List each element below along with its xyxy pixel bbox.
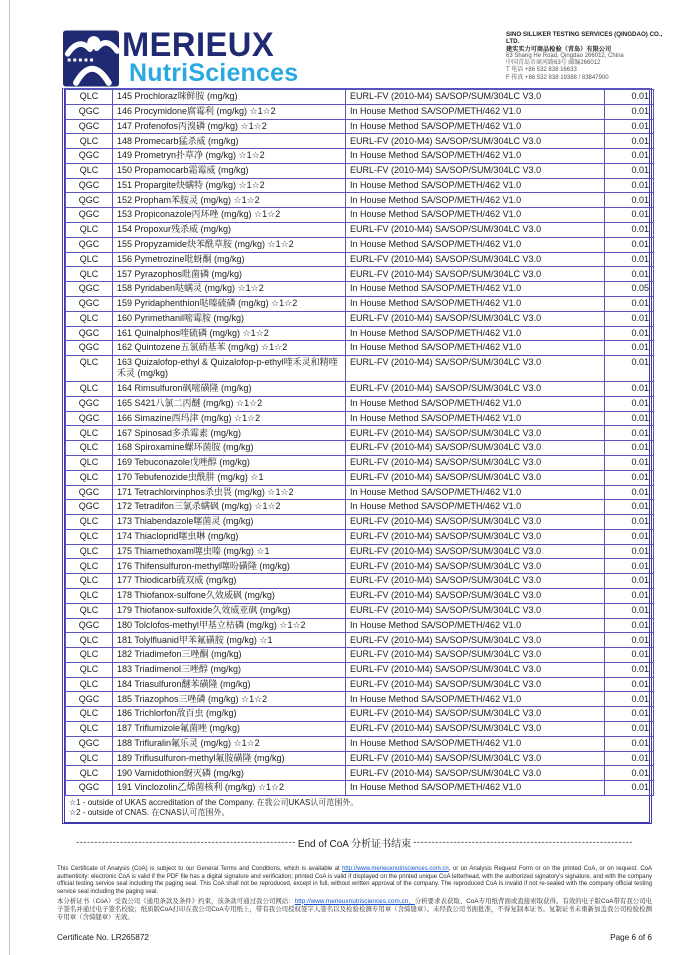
method-cell: EURL-FV (2010-M4) SA/SOP/SUM/304LC V3.0 [346, 426, 605, 441]
analyte-name-cell: 154 Propoxur残杀威 (mg/kg) [113, 223, 346, 238]
value-cell: 0.01 [605, 588, 654, 603]
scan-edge-line [9, 0, 10, 955]
value-cell: 0.01 [605, 341, 654, 356]
qc-type-cell: QLC [66, 707, 113, 722]
method-cell: EURL-FV (2010-M4) SA/SOP/SUM/304LC V3.0 [346, 574, 605, 589]
analyte-name-cell: 163 Quizalofop-ethyl & Quizalofop-p-ethyl喹禾灵和精喹禾灵 (mg/kg) [113, 356, 346, 382]
table-row [66, 90, 654, 105]
value-cell: 0.01 [605, 193, 654, 208]
footer-text-segment: This Certificate of Analysis (CoA) is subject to our General Terms and Conditions, which is available at [57, 865, 343, 872]
value-cell: 0.01 [605, 677, 654, 692]
qc-type-cell: QGC [66, 396, 113, 411]
table-row [66, 662, 654, 677]
table-row [66, 781, 654, 796]
value-cell: 0.01 [605, 163, 654, 178]
qc-type-cell: QGC [66, 296, 113, 311]
value-cell: 0.01 [605, 766, 654, 781]
method-cell: EURL-FV (2010-M4) SA/SOP/SUM/304LC V3.0 [346, 455, 605, 470]
qc-type-cell: QGC [66, 341, 113, 356]
method-cell: In House Method SA/SOP/METH/462 V1.0 [346, 618, 605, 633]
analyte-name-cell: 165 S421八氯二丙醚 (mg/kg) ☆1☆2 [113, 396, 346, 411]
analyte-name-cell: 186 Trichlorfon敌百虫 (mg/kg) [113, 707, 346, 722]
table-row [66, 559, 654, 574]
method-cell: EURL-FV (2010-M4) SA/SOP/SUM/304LC V3.0 [346, 90, 605, 105]
analyte-name-cell: 160 Pyrimethanil嘧霉胺 (mg/kg) [113, 311, 346, 326]
method-cell: EURL-FV (2010-M4) SA/SOP/SUM/304LC V3.0 [346, 134, 605, 149]
analyte-name-cell: 164 Rimsulfuron砜嘧磺隆 (mg/kg) [113, 382, 346, 397]
table-row [66, 766, 654, 781]
qc-type-cell: QLC [66, 559, 113, 574]
analyte-name-cell: 150 Propamocarb霜霉威 (mg/kg) [113, 163, 346, 178]
method-cell: In House Method SA/SOP/METH/462 V1.0 [346, 104, 605, 119]
value-cell: 0.01 [605, 134, 654, 149]
value-cell: 0.01 [605, 515, 654, 530]
company-name-en: SINO SILLIKER TESTING SERVICES (QINGDAO) CO., LTD. [506, 31, 663, 46]
value-cell: 0.01 [605, 356, 654, 382]
value-cell: 0.05 [605, 282, 654, 297]
value-cell: 0.01 [605, 252, 654, 267]
method-cell: EURL-FV (2010-M4) SA/SOP/SUM/304LC V3.0 [346, 648, 605, 663]
table-row [66, 282, 654, 297]
method-cell: EURL-FV (2010-M4) SA/SOP/SUM/304LC V3.0 [346, 470, 605, 485]
table-row [66, 223, 654, 238]
value-cell: 0.01 [605, 662, 654, 677]
table-row [66, 296, 654, 311]
table-row [66, 618, 654, 633]
value-cell: 0.01 [605, 178, 654, 193]
method-cell: In House Method SA/SOP/METH/462 V1.0 [346, 296, 605, 311]
analyte-name-cell: 174 Thiacloprid噻虫啉 (mg/kg) [113, 529, 346, 544]
method-cell: EURL-FV (2010-M4) SA/SOP/SUM/304LC V3.0 [346, 603, 605, 618]
company-logo [63, 26, 299, 87]
analyte-name-cell: 157 Pyrazophos吡菌磷 (mg/kg) [113, 267, 346, 282]
method-cell: In House Method SA/SOP/METH/462 V1.0 [346, 341, 605, 356]
table-row [66, 470, 654, 485]
method-cell: EURL-FV (2010-M4) SA/SOP/SUM/304LC V3.0 [346, 515, 605, 530]
logo-wordmark-merieux: MERIEUX [122, 26, 275, 64]
method-cell: In House Method SA/SOP/METH/462 V1.0 [346, 781, 605, 796]
analyte-name-cell: 159 Pyridaphenthion哒嗪硫磷 (mg/kg) ☆1☆2 [113, 296, 346, 311]
table-row [66, 588, 654, 603]
qc-type-cell: QLC [66, 529, 113, 544]
qc-type-cell: QLC [66, 515, 113, 530]
analyte-name-cell: 152 Propham苯胺灵 (mg/kg) ☆1☆2 [113, 193, 346, 208]
analyte-name-cell: 178 Thiofanox-sulfone久效威砜 (mg/kg) [113, 588, 346, 603]
value-cell: 0.01 [605, 411, 654, 426]
value-cell: 0.01 [605, 326, 654, 341]
analyte-name-cell: 167 Spinosad多杀霉素 (mg/kg) [113, 426, 346, 441]
qc-type-cell: QGC [66, 618, 113, 633]
analyte-name-cell: 170 Tebufenozide虫酰肼 (mg/kg) ☆1 [113, 470, 346, 485]
qc-type-cell: QGC [66, 282, 113, 297]
method-cell: In House Method SA/SOP/METH/462 V1.0 [346, 692, 605, 707]
page-number: Page 6 of 6 [610, 933, 652, 943]
qc-type-cell: QLC [66, 134, 113, 149]
table-row [66, 267, 654, 282]
value-cell: 0.01 [605, 311, 654, 326]
table-row [66, 104, 654, 119]
analyte-name-cell: 147 Profenofos丙溴磷 (mg/kg) ☆1☆2 [113, 119, 346, 134]
table-row [66, 529, 654, 544]
method-cell: EURL-FV (2010-M4) SA/SOP/SUM/304LC V3.0 [346, 311, 605, 326]
table-row [66, 677, 654, 692]
analyte-name-cell: 190 Vamidothion蚜灭磷 (mg/kg) [113, 766, 346, 781]
method-cell: In House Method SA/SOP/METH/462 V1.0 [346, 149, 605, 164]
end-of-coa-label: End of CoA 分析证书结束 [297, 838, 412, 850]
company-address-line: F 传真 +86 532 838 19388 / 83847900 [506, 74, 609, 81]
table-row [66, 341, 654, 356]
qc-type-cell: QLC [66, 223, 113, 238]
method-cell: EURL-FV (2010-M4) SA/SOP/SUM/304LC V3.0 [346, 751, 605, 766]
value-cell: 0.01 [605, 119, 654, 134]
qc-type-cell: QGC [66, 692, 113, 707]
table-row [66, 544, 654, 559]
table-row [66, 411, 654, 426]
value-cell: 0.01 [605, 648, 654, 663]
qc-type-cell: QLC [66, 588, 113, 603]
value-cell: 0.01 [605, 781, 654, 796]
method-cell: In House Method SA/SOP/METH/462 V1.0 [346, 119, 605, 134]
analyte-name-cell: 166 Simazine西玛津 (mg/kg) ☆1☆2 [113, 411, 346, 426]
method-cell: EURL-FV (2010-M4) SA/SOP/SUM/304LC V3.0 [346, 722, 605, 737]
method-cell: EURL-FV (2010-M4) SA/SOP/SUM/304LC V3.0 [346, 677, 605, 692]
value-cell: 0.01 [605, 223, 654, 238]
qc-type-cell: QGC [66, 736, 113, 751]
qc-type-cell: QGC [66, 149, 113, 164]
table-row [66, 692, 654, 707]
footnotes [65, 796, 649, 822]
table-row [66, 252, 654, 267]
method-cell: EURL-FV (2010-M4) SA/SOP/SUM/304LC V3.0 [346, 633, 605, 648]
end-of-coa-line [57, 835, 652, 850]
qc-type-cell: QLC [66, 766, 113, 781]
qc-type-cell: QLC [66, 163, 113, 178]
value-cell: 0.01 [605, 633, 654, 648]
qc-type-cell: QLC [66, 441, 113, 456]
value-cell: 0.01 [605, 441, 654, 456]
footer-text-segment: 分析要求表获取、CoA专用纸背面或直接索取获得。有效的电子版CoA带有我公司电子签名并通过电子签名校验；纸质版CoA打印在我公司CoA专用纸上，带有我公司授权签字人签名以及检验检测专用章（含骑缝章）。未经我公司书面批准，不得复制本证书。复制证书未重新加盖我公司检验检测专用章（含骑缝章）无效。 [57, 897, 653, 922]
qc-type-cell: QGC [66, 411, 113, 426]
method-cell: In House Method SA/SOP/METH/462 V1.0 [346, 237, 605, 252]
analyte-name-cell: 149 Prometryn扑草净 (mg/kg) ☆1☆2 [113, 149, 346, 164]
table-row [66, 603, 654, 618]
qc-type-cell: QGC [66, 326, 113, 341]
value-cell: 0.01 [605, 296, 654, 311]
analyte-name-cell: 179 Thiofanox-sulfoxide久效威亚砜 (mg/kg) [113, 603, 346, 618]
results-table [65, 89, 654, 796]
analyte-name-cell: 180 Tolclofos-methyl甲基立枯磷 (mg/kg) ☆1☆2 [113, 618, 346, 633]
footnote-line: ☆1 - outside of UKAS accreditation of the Company. 在我公司UKAS认可范围外。 [69, 797, 359, 807]
table-row [66, 396, 654, 411]
company-info-block [506, 31, 666, 82]
analyte-name-cell: 184 Triasulfuron醚苯磺隆 (mg/kg) [113, 677, 346, 692]
end-line-dashes-left: ------------------------------------------------------------ [75, 836, 296, 848]
table-row [66, 633, 654, 648]
value-cell: 0.01 [605, 751, 654, 766]
value-cell: 0.01 [605, 470, 654, 485]
qc-type-cell: QGC [66, 237, 113, 252]
qc-type-cell: QGC [66, 208, 113, 223]
value-cell: 0.01 [605, 208, 654, 223]
qc-type-cell: QLC [66, 426, 113, 441]
analyte-name-cell: 189 Triflusulfuron-methyl氟胺磺隆 (mg/kg) [113, 751, 346, 766]
table-row [66, 455, 654, 470]
table-row [66, 707, 654, 722]
method-cell: In House Method SA/SOP/METH/462 V1.0 [346, 411, 605, 426]
analyte-name-cell: 173 Thiabendazole噻菌灵 (mg/kg) [113, 515, 346, 530]
value-cell: 0.01 [605, 104, 654, 119]
terms-url-link[interactable]: http://www.merieuxnutrisciences.com.cn， [294, 897, 415, 905]
table-row [66, 736, 654, 751]
analyte-name-cell: 146 Procymidone腐霉利 (mg/kg) ☆1☆2 [113, 104, 346, 119]
value-cell: 0.01 [605, 722, 654, 737]
value-cell: 0.01 [605, 455, 654, 470]
qc-type-cell: QLC [66, 574, 113, 589]
method-cell: In House Method SA/SOP/METH/462 V1.0 [346, 178, 605, 193]
analyte-name-cell: 175 Thiamethoxam噻虫嗪 (mg/kg) ☆1 [113, 544, 346, 559]
table-row [66, 193, 654, 208]
table-row [66, 149, 654, 164]
method-cell: EURL-FV (2010-M4) SA/SOP/SUM/304LC V3.0 [346, 441, 605, 456]
analyte-name-cell: 181 Tolylfluanid甲苯氟磺胺 (mg/kg) ☆1 [113, 633, 346, 648]
logo-wordmark [122, 26, 299, 87]
table-row [66, 356, 654, 382]
analyte-name-cell: 182 Triadimefon三唑酮 (mg/kg) [113, 648, 346, 663]
results-table-body [66, 90, 654, 796]
analyte-name-cell: 145 Prochloraz咪鲜胺 (mg/kg) [113, 90, 346, 105]
table-row [66, 485, 654, 500]
method-cell: EURL-FV (2010-M4) SA/SOP/SUM/304LC V3.0 [346, 544, 605, 559]
method-cell: EURL-FV (2010-M4) SA/SOP/SUM/304LC V3.0 [346, 356, 605, 382]
method-cell: EURL-FV (2010-M4) SA/SOP/SUM/304LC V3.0 [346, 707, 605, 722]
table-row [66, 382, 654, 397]
method-cell: In House Method SA/SOP/METH/462 V1.0 [346, 736, 605, 751]
qc-type-cell: QLC [66, 662, 113, 677]
qc-type-cell: QGC [66, 104, 113, 119]
table-row [66, 515, 654, 530]
analyte-name-cell: 158 Pyridaben哒螨灵 (mg/kg) ☆1☆2 [113, 282, 346, 297]
qc-type-cell: QLC [66, 677, 113, 692]
qc-type-cell: QGC [66, 178, 113, 193]
table-row [66, 237, 654, 252]
qc-type-cell: QLC [66, 722, 113, 737]
analyte-name-cell: 169 Tebuconazole戊唑醇 (mg/kg) [113, 455, 346, 470]
table-row [66, 208, 654, 223]
analyte-name-cell: 187 Triflumizole氟菌唑 (mg/kg) [113, 722, 346, 737]
logo-wordmark-nutrisciences: NutriSciences [129, 59, 299, 87]
qc-type-cell: QLC [66, 603, 113, 618]
qc-type-cell: QLC [66, 648, 113, 663]
qc-type-cell: QGC [66, 119, 113, 134]
qc-type-cell: QLC [66, 633, 113, 648]
logo-person-icon [63, 30, 119, 87]
analyte-name-cell: 185 Triazophos三唑磷 (mg/kg) ☆1☆2 [113, 692, 346, 707]
qc-type-cell: QGC [66, 500, 113, 515]
value-cell: 0.01 [605, 382, 654, 397]
value-cell: 0.01 [605, 237, 654, 252]
footer-text-segment: 本分析证书（CoA）受我公司《通用条款及条件》约束，该条款可通过我公司网站： [57, 897, 295, 905]
footer-paragraph-en [57, 866, 652, 897]
analyte-name-cell: 156 Pymetrozine吡蚜酮 (mg/kg) [113, 252, 346, 267]
analyte-name-cell: 176 Thifensulfuron-methyl噻吩磺隆 (mg/kg) [113, 559, 346, 574]
analyte-name-cell: 183 Triadimenol三唑醇 (mg/kg) [113, 662, 346, 677]
end-line-dashes-right: ------------------------------------------------------------ [413, 836, 634, 848]
method-cell: In House Method SA/SOP/METH/462 V1.0 [346, 396, 605, 411]
qc-type-cell: QLC [66, 311, 113, 326]
value-cell: 0.01 [605, 396, 654, 411]
footer-paragraph-cn [57, 898, 652, 923]
value-cell: 0.01 [605, 500, 654, 515]
analyte-name-cell: 162 Quintozene五氯硝基苯 (mg/kg) ☆1☆2 [113, 341, 346, 356]
value-cell: 0.01 [605, 149, 654, 164]
analyte-name-cell: 191 Vinclozolin乙烯菌核利 (mg/kg) ☆1☆2 [113, 781, 346, 796]
value-cell: 0.01 [605, 426, 654, 441]
method-cell: EURL-FV (2010-M4) SA/SOP/SUM/304LC V3.0 [346, 223, 605, 238]
method-cell: In House Method SA/SOP/METH/462 V1.0 [346, 500, 605, 515]
value-cell: 0.01 [605, 603, 654, 618]
method-cell: EURL-FV (2010-M4) SA/SOP/SUM/304LC V3.0 [346, 662, 605, 677]
qc-type-cell: QLC [66, 356, 113, 382]
qc-type-cell: QGC [66, 485, 113, 500]
value-cell: 0.01 [605, 267, 654, 282]
qc-type-cell: QLC [66, 470, 113, 485]
analyte-name-cell: 172 Tetradifon三氯杀螨砜 (mg/kg) ☆1☆2 [113, 500, 346, 515]
table-row [66, 500, 654, 515]
table-row [66, 574, 654, 589]
method-cell: EURL-FV (2010-M4) SA/SOP/SUM/304LC V3.0 [346, 252, 605, 267]
results-table-wrap [62, 88, 652, 824]
analyte-name-cell: 171 Tetrachlorvinphos杀虫畏 (mg/kg) ☆1☆2 [113, 485, 346, 500]
table-row [66, 722, 654, 737]
certificate-line [57, 933, 652, 942]
value-cell: 0.01 [605, 707, 654, 722]
method-cell: In House Method SA/SOP/METH/462 V1.0 [346, 485, 605, 500]
table-row [66, 648, 654, 663]
analyte-name-cell: 177 Thiodicarb硫双威 (mg/kg) [113, 574, 346, 589]
qc-type-cell: QLC [66, 751, 113, 766]
value-cell: 0.01 [605, 90, 654, 105]
analyte-name-cell: 168 Spiroxamine螺环菌胺 (mg/kg) [113, 441, 346, 456]
table-row [66, 134, 654, 149]
qc-type-cell: QGC [66, 781, 113, 796]
table-row [66, 163, 654, 178]
value-cell: 0.01 [605, 544, 654, 559]
table-row [66, 441, 654, 456]
value-cell: 0.01 [605, 574, 654, 589]
method-cell: In House Method SA/SOP/METH/462 V1.0 [346, 282, 605, 297]
analyte-name-cell: 155 Propyzamide炔苯酰草胺 (mg/kg) ☆1☆2 [113, 237, 346, 252]
footnote-line: ☆2 - outside of CNAS. 在CNAS认可范围外。 [69, 808, 230, 818]
qc-type-cell: QLC [66, 90, 113, 105]
value-cell: 0.01 [605, 529, 654, 544]
value-cell: 0.01 [605, 618, 654, 633]
table-row [66, 426, 654, 441]
method-cell: EURL-FV (2010-M4) SA/SOP/SUM/304LC V3.0 [346, 163, 605, 178]
company-address-lines [506, 53, 666, 82]
company-address-line: 63 Shang He Road, Qingdao 266012, China [506, 52, 624, 59]
qc-type-cell: QGC [66, 193, 113, 208]
analyte-name-cell: 151 Propargite炔螨特 (mg/kg) ☆1☆2 [113, 178, 346, 193]
method-cell: In House Method SA/SOP/METH/462 V1.0 [346, 208, 605, 223]
method-cell: EURL-FV (2010-M4) SA/SOP/SUM/304LC V3.0 [346, 559, 605, 574]
value-cell: 0.01 [605, 559, 654, 574]
content-column [57, 88, 652, 942]
method-cell: EURL-FV (2010-M4) SA/SOP/SUM/304LC V3.0 [346, 588, 605, 603]
value-cell: 0.01 [605, 736, 654, 751]
qc-type-cell: QLC [66, 252, 113, 267]
qc-type-cell: QLC [66, 267, 113, 282]
method-cell: EURL-FV (2010-M4) SA/SOP/SUM/304LC V3.0 [346, 267, 605, 282]
table-row [66, 119, 654, 134]
value-cell: 0.01 [605, 485, 654, 500]
company-address-line: T 电话 +86 532 838 16633 [506, 67, 577, 74]
company-address-line: 中国青岛市商河路63号 邮编266012 [506, 60, 601, 67]
analyte-name-cell: 188 Trifluralin氟乐灵 (mg/kg) ☆1☆2 [113, 736, 346, 751]
analyte-name-cell: 153 Propiconazole丙环唑 (mg/kg) ☆1☆2 [113, 208, 346, 223]
certificate-number: Certificate No. LR265872 [57, 933, 149, 943]
table-row [66, 311, 654, 326]
qc-type-cell: QLC [66, 544, 113, 559]
method-cell: EURL-FV (2010-M4) SA/SOP/SUM/304LC V3.0 [346, 766, 605, 781]
analyte-name-cell: 148 Promecarb猛杀威 (mg/kg) [113, 134, 346, 149]
company-name-cn: 建实实力可商品检验（青岛）有限公司 [506, 45, 612, 53]
qc-type-cell: QLC [66, 455, 113, 470]
method-cell: EURL-FV (2010-M4) SA/SOP/SUM/304LC V3.0 [346, 529, 605, 544]
method-cell: In House Method SA/SOP/METH/462 V1.0 [346, 193, 605, 208]
analyte-name-cell: 161 Quinalphos喹硫磷 (mg/kg) ☆1☆2 [113, 326, 346, 341]
terms-url-link[interactable]: http://www.merieuxnutrisciences.com.cn [342, 865, 449, 872]
footer-text-segment: , or on Analysis Request Form or on the printed CoA, or on request. CoA authenticity: electronic CoA is valid if the PDF file has a digital signature and verification; printed CoA is valid if displayed on the printed unique CoA letterhead, with the authorized signatory's signature, and with the company official testing service seal including the paging seal. This CoA shall not be reproduced, except in full, without written approval of the company. The reproduced CoA is invalid if not re-sealed with the company official testing service seal including the paging seal. [57, 865, 653, 896]
table-row [66, 751, 654, 766]
table-row [66, 178, 654, 193]
method-cell: In House Method SA/SOP/METH/462 V1.0 [346, 326, 605, 341]
qc-type-cell: QLC [66, 382, 113, 397]
method-cell: EURL-FV (2010-M4) SA/SOP/SUM/304LC V3.0 [346, 382, 605, 397]
table-row [66, 326, 654, 341]
value-cell: 0.01 [605, 692, 654, 707]
